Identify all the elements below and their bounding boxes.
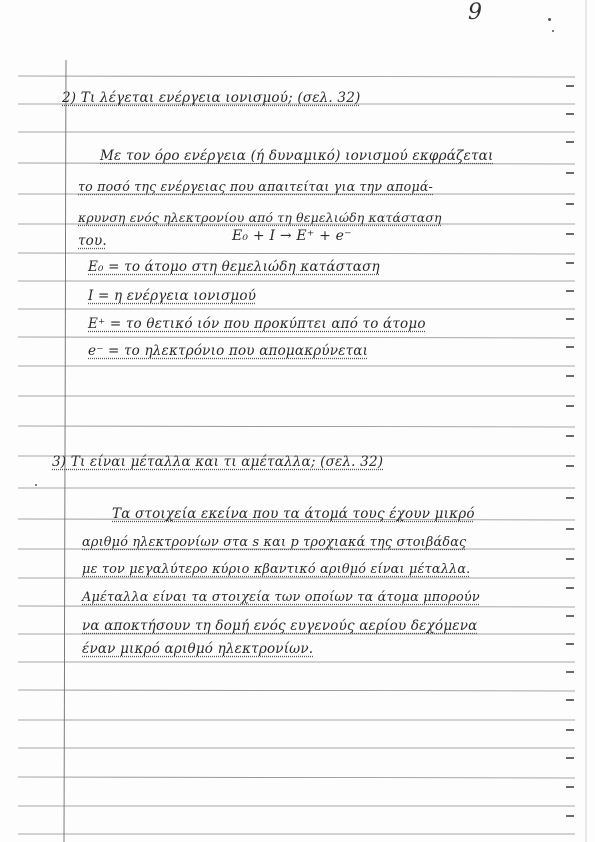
definition-line: E⁺ = το θετικό ιόν που προκύπτει από το άτομο xyxy=(88,316,426,332)
ruled-line xyxy=(18,690,575,691)
scan-speck xyxy=(35,484,37,486)
scan-speck xyxy=(552,30,554,32)
ruled-line xyxy=(18,777,575,778)
margin-line xyxy=(64,60,66,842)
page-number: 9 xyxy=(468,0,482,25)
definition-line: e⁻ = το ηλεκτρόνιο που απομακρύνεται xyxy=(88,343,369,359)
answer-3-line: έναν μικρό αριθμό ηλεκτρονίων. xyxy=(82,641,314,657)
answer-3-line: αριθμό ηλεκτρονίων στα s και p τροχιακά της στοιβάδας xyxy=(82,535,467,550)
ruled-line xyxy=(18,426,575,427)
question-3-title: 3) Τι είναι μέταλλα και τι αμέταλλα; (σελ. 32) xyxy=(52,454,384,470)
answer-3-line: να αποκτήσουν τη δομή ενός ευγενούς αερίου δεχόμενα xyxy=(82,618,478,634)
answer-3-line: με τον μεγαλύτερο κύριο κβαντικό αριθμό είναι μέταλλα. xyxy=(82,562,471,577)
ruled-line xyxy=(18,337,575,338)
scan-speck xyxy=(548,18,551,21)
answer-3-line: Τα στοιχεία εκείνα που τα άτομά τους έχουν μικρό xyxy=(112,506,475,522)
question-2-title: 2) Τι λέγεται ενέργεια ιονισμού; (σελ. 32) xyxy=(62,90,361,106)
answer-2-line: το ποσό της ενέργειας που απαιτείται για την απομά- xyxy=(78,179,433,194)
ruled-line xyxy=(18,253,575,254)
answer-3-line: Αμέταλλα είναι τα στοιχεία των οποίων τα άτομα μπορούν xyxy=(82,590,480,605)
ionization-equation: E₀ + I → E⁺ + e⁻ xyxy=(232,228,352,244)
definition-line: E₀ = το άτομο στη θεμελιώδη κατάσταση xyxy=(88,259,380,275)
answer-2-tail: του. xyxy=(78,233,107,249)
ruled-line xyxy=(18,606,575,607)
answer-2-line: Με τον όρο ενέργεια (ή δυναμικό) ιονισμού εκφράζεται xyxy=(100,148,494,164)
answer-2-line: κρυνση ενός ηλεκτρονίου από τη θεμελιώδη κατάσταση xyxy=(78,210,442,225)
definition-line: I = η ενέργεια ιονισμού xyxy=(88,288,257,304)
ruled-line xyxy=(18,76,575,77)
